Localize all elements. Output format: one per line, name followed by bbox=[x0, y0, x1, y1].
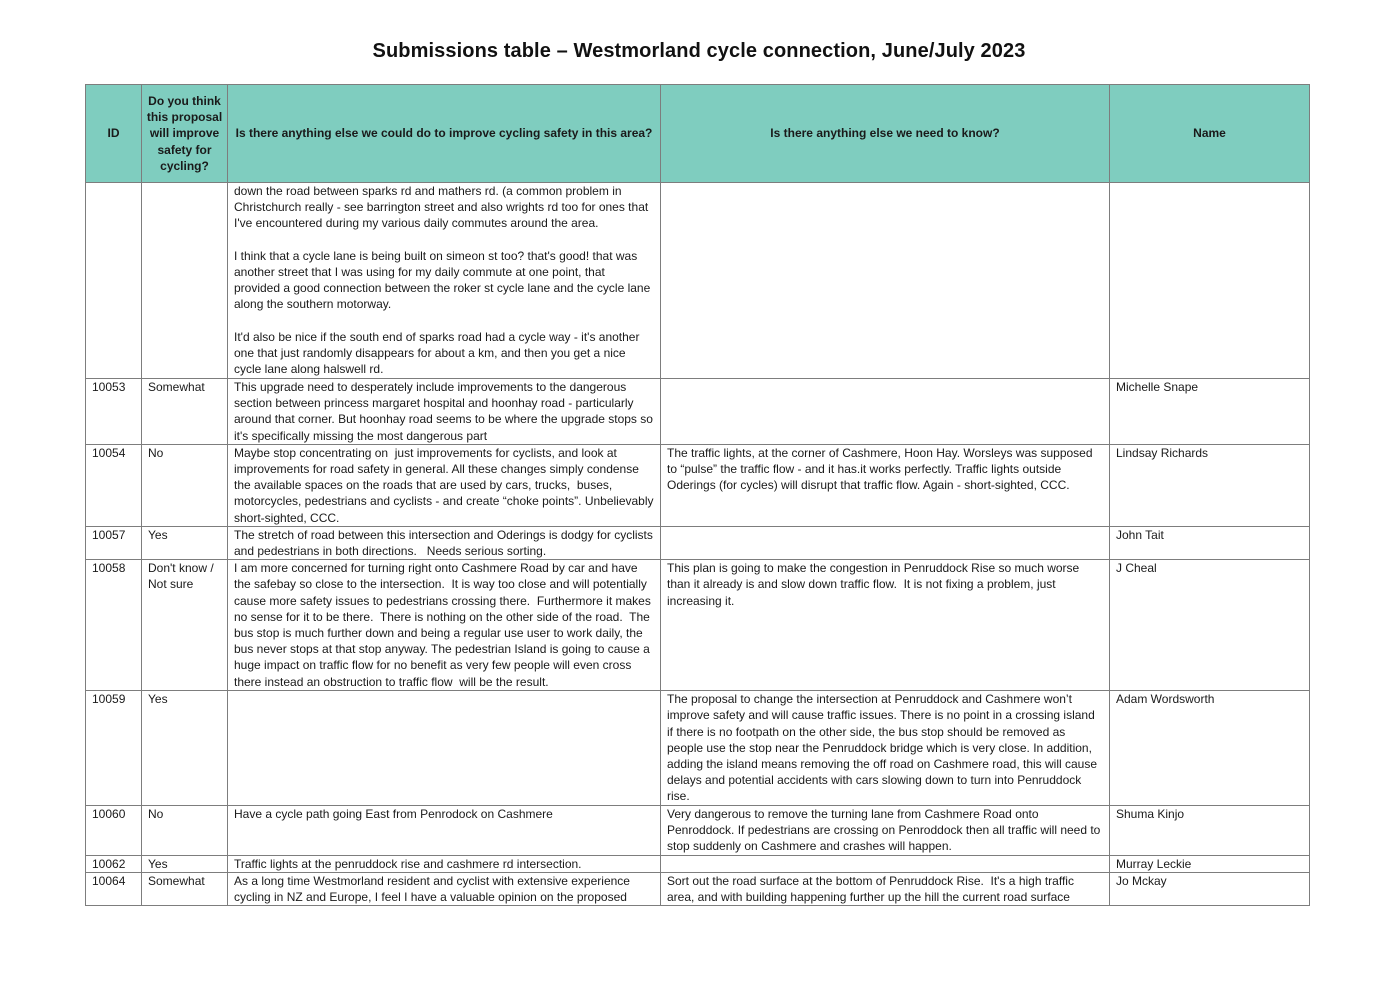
cell-need-to-know bbox=[661, 526, 1110, 559]
cell-improve-safety: Somewhat bbox=[142, 379, 228, 445]
cell-need-to-know: The proposal to change the intersection at Penruddock and Cashmere won’t improve safety and will cause traffic issues. There is no point in a crossing island if there is no footpath on the other side, the bus stop should be removed as people use the stop near the Penruddock bridge which is very close. In addition, adding the island means removing the off road on Cashmere road, this will cause delays and potential accidents with cars slowing down to turn into Penruddock rise. bbox=[661, 691, 1110, 805]
cell-improve-safety: No bbox=[142, 805, 228, 855]
cell-improve-cycling: Have a cycle path going East from Penrodock on Cashmere bbox=[228, 805, 661, 855]
cell-improve-safety bbox=[142, 183, 228, 379]
cell-id: 10054 bbox=[86, 444, 142, 526]
table-row bbox=[86, 183, 1310, 379]
cell-improve-cycling: This upgrade need to desperately include improvements to the dangerous section between princess margaret hospital and hoonhay road - particularly around that corner. But hoonhay road seems to be where the upgrade stops so it's specifically missing the most dangerous part bbox=[228, 379, 661, 445]
table-row bbox=[86, 872, 1310, 905]
cell-improve-safety: Somewhat bbox=[142, 872, 228, 905]
cell-improve-safety: Yes bbox=[142, 855, 228, 872]
cell-id: 10062 bbox=[86, 855, 142, 872]
cell-improve-cycling: I am more concerned for turning right onto Cashmere Road by car and have the safebay so close to the intersection. It is way too close and will potentially cause more safety issues to pedestrians crossing there. Furthermore it makes no sense for it to be there. There is nothing on the other side of the road. The bus stop is much further down and being a regular use user to work daily, the bus never stops at that stop anyway. The pedestrian Island is going to cause a huge impact on traffic flow for no benefit as very few people will even cross there instead an obstruction to traffic flow will be the result. bbox=[228, 560, 661, 691]
cell-id: 10064 bbox=[86, 872, 142, 905]
header-improve-cycling: Is there anything else we could do to improve cycling safety in this area? bbox=[228, 85, 661, 183]
cell-need-to-know: Very dangerous to remove the turning lane from Cashmere Road onto Penroddock. If pedestrians are crossing on Penroddock then all traffic will need to stop suddenly on Cashmere and crashes will happen. bbox=[661, 805, 1110, 855]
table-row bbox=[86, 855, 1310, 872]
header-id: ID bbox=[86, 85, 142, 183]
cell-id: 10058 bbox=[86, 560, 142, 691]
cell-improve-safety: Yes bbox=[142, 526, 228, 559]
cell-name: Jo Mckay bbox=[1110, 872, 1310, 905]
cell-need-to-know: This plan is going to make the congestion in Penruddock Rise so much worse than it already is and slow down traffic flow. It is not fixing a problem, just increasing it. bbox=[661, 560, 1110, 691]
cell-need-to-know bbox=[661, 855, 1110, 872]
table-header-row bbox=[86, 85, 1310, 183]
cell-need-to-know: The traffic lights, at the corner of Cashmere, Hoon Hay. Worsleys was supposed to “pulse” the traffic flow - and it has.it works perfectly. Traffic lights outside Oderings (for cycles) will disrupt that traffic flow. Again - short-sighted, CCC. bbox=[661, 444, 1110, 526]
table-row bbox=[86, 691, 1310, 805]
table-row bbox=[86, 379, 1310, 445]
cell-improve-cycling: As a long time Westmorland resident and cyclist with extensive experience cycling in NZ and Europe, I feel I have a valuable opinion on the proposed bbox=[228, 872, 661, 905]
cell-name bbox=[1110, 183, 1310, 379]
document-title: Submissions table – Westmorland cycle connection, June/July 2023 bbox=[372, 40, 1026, 62]
table-row bbox=[86, 444, 1310, 526]
cell-improve-cycling: The stretch of road between this intersection and Oderings is dodgy for cyclists and pedestrians in both directions. Needs serious sorting. bbox=[228, 526, 661, 559]
cell-id: 10059 bbox=[86, 691, 142, 805]
cell-need-to-know bbox=[661, 379, 1110, 445]
cell-name: Michelle Snape bbox=[1110, 379, 1310, 445]
cell-name: Lindsay Richards bbox=[1110, 444, 1310, 526]
cell-id: 10057 bbox=[86, 526, 142, 559]
cell-id: 10060 bbox=[86, 805, 142, 855]
cell-name: Shuma Kinjo bbox=[1110, 805, 1310, 855]
cell-name: J Cheal bbox=[1110, 560, 1310, 691]
cell-improve-safety: Yes bbox=[142, 691, 228, 805]
cell-improve-safety: Don't know / Not sure bbox=[142, 560, 228, 691]
cell-improve-safety: No bbox=[142, 444, 228, 526]
cell-improve-cycling: Maybe stop concentrating on just improvements for cyclists, and look at improvements for road safety in general. All these changes simply condense the available spaces on the roads that are used by cars, trucks, buses, motorcycles, pedestrians and cyclists - and create “choke points”. Unbelievably short-sighted, CCC. bbox=[228, 444, 661, 526]
cell-improve-cycling: Traffic lights at the penruddock rise and cashmere rd intersection. bbox=[228, 855, 661, 872]
cell-name: John Tait bbox=[1110, 526, 1310, 559]
cell-name: Adam Wordsworth bbox=[1110, 691, 1310, 805]
cell-name: Murray Leckie bbox=[1110, 855, 1310, 872]
header-name: Name bbox=[1110, 85, 1310, 183]
table-row bbox=[86, 560, 1310, 691]
cell-improve-cycling bbox=[228, 691, 661, 805]
cell-need-to-know: Sort out the road surface at the bottom of Penruddock Rise. It's a high traffic area, and with building happening further up the hill the current road surface bbox=[661, 872, 1110, 905]
table-row bbox=[86, 805, 1310, 855]
cell-id bbox=[86, 183, 142, 379]
submissions-table bbox=[85, 84, 1310, 906]
cell-need-to-know bbox=[661, 183, 1110, 379]
table-row bbox=[86, 526, 1310, 559]
cell-id: 10053 bbox=[86, 379, 142, 445]
header-need-to-know: Is there anything else we need to know? bbox=[661, 85, 1110, 183]
cell-improve-cycling: down the road between sparks rd and mathers rd. (a common problem in Christchurch really - see barrington street and also wrights rd too for ones that I've encountered during my various daily commutes around the area. I think that a cycle lane is being built on simeon st too? that's good! that was another street that I was using for my daily commute at one point, that provided a good connection between the roker st cycle lane and the cycle lane along the southern motorway. It'd also be nice if the south end of sparks road had a cycle way - it's another one that just randomly disappears for about a km, and then you get a nice cycle lane along halswell rd. bbox=[228, 183, 661, 379]
header-improve-safety: Do you think this proposal will improve safety for cycling? bbox=[142, 85, 228, 183]
